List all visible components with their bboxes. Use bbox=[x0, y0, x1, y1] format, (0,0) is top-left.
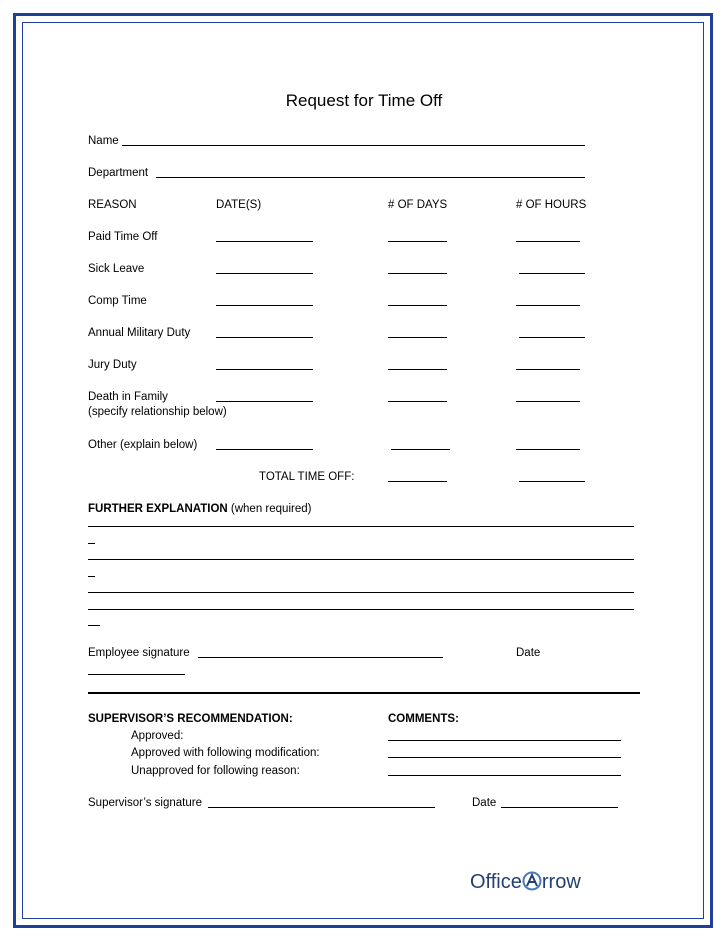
days-field[interactable] bbox=[391, 449, 450, 450]
supervisor-signature-label: Supervisor’s signature bbox=[88, 797, 202, 809]
logo-text-arrow: rrow bbox=[541, 871, 581, 893]
comments-heading: COMMENTS: bbox=[388, 713, 459, 725]
reason-sick-leave: Sick Leave bbox=[88, 263, 145, 275]
comments-line[interactable] bbox=[388, 740, 621, 741]
supervisor-signature-field[interactable] bbox=[208, 807, 435, 808]
employee-signature-label: Employee signature bbox=[88, 647, 190, 659]
further-explanation-heading bbox=[88, 502, 311, 516]
page-border-inner bbox=[22, 22, 704, 919]
days-field[interactable] bbox=[388, 241, 447, 242]
option-approved-modification: Approved with following modification: bbox=[131, 747, 320, 759]
header-dates: DATE(S) bbox=[216, 199, 262, 211]
supervisor-date-label: Date bbox=[472, 797, 497, 809]
header-days: # OF DAYS bbox=[388, 199, 448, 211]
section-divider bbox=[88, 692, 640, 694]
comments-line[interactable] bbox=[388, 775, 621, 776]
days-field[interactable] bbox=[388, 305, 447, 306]
days-field[interactable] bbox=[388, 273, 447, 274]
dates-field[interactable] bbox=[216, 401, 313, 402]
name-field[interactable] bbox=[122, 145, 585, 146]
dates-field[interactable] bbox=[216, 369, 313, 370]
employee-signature-field[interactable] bbox=[198, 657, 443, 658]
dates-field[interactable] bbox=[216, 337, 313, 338]
supervisor-date-field[interactable] bbox=[501, 807, 618, 808]
hours-field[interactable] bbox=[519, 273, 585, 274]
total-time-off-label: TOTAL TIME OFF: bbox=[259, 471, 355, 483]
hours-field[interactable] bbox=[519, 337, 585, 338]
dates-field[interactable] bbox=[216, 305, 313, 306]
comments-line[interactable] bbox=[388, 757, 621, 758]
header-hours: # OF HOURS bbox=[516, 199, 587, 211]
employee-date-label: Date bbox=[516, 647, 541, 659]
logo-text-office: Office bbox=[470, 871, 522, 893]
department-label: Department bbox=[88, 167, 149, 179]
hours-field[interactable] bbox=[516, 401, 580, 402]
explanation-line[interactable] bbox=[88, 609, 634, 610]
hours-field[interactable] bbox=[516, 369, 580, 370]
further-explanation-note: (when required) bbox=[230, 503, 312, 515]
hours-field[interactable] bbox=[516, 241, 580, 242]
days-field[interactable] bbox=[388, 369, 447, 370]
reason-paid-time-off: Paid Time Off bbox=[88, 231, 158, 243]
reason-note: (specify relationship below) bbox=[88, 406, 227, 418]
dates-field[interactable] bbox=[216, 273, 313, 274]
reason-death-in-family: Death in Family bbox=[88, 391, 168, 403]
dates-field[interactable] bbox=[216, 449, 313, 450]
reason-comp-time: Comp Time bbox=[88, 295, 147, 307]
reason-annual-military-duty: Annual Military Duty bbox=[88, 327, 191, 339]
explanation-line[interactable] bbox=[88, 559, 634, 560]
employee-date-field[interactable] bbox=[88, 674, 185, 675]
days-field[interactable] bbox=[388, 401, 447, 402]
supervisor-recommendation-heading: SUPERVISOR’S RECOMMENDATION: bbox=[88, 713, 293, 725]
dates-field[interactable] bbox=[216, 241, 313, 242]
explanation-line[interactable] bbox=[88, 526, 634, 527]
officearrow-logo bbox=[470, 871, 581, 894]
header-reason: REASON bbox=[88, 199, 137, 211]
hours-field[interactable] bbox=[516, 449, 580, 450]
logo-arrow-icon bbox=[522, 871, 542, 891]
explanation-line-wrap bbox=[88, 576, 95, 577]
form-title: Request for Time Off bbox=[285, 91, 443, 110]
explanation-line-wrap bbox=[88, 543, 95, 544]
reason-other: Other (explain below) bbox=[88, 439, 198, 451]
reason-jury-duty: Jury Duty bbox=[88, 359, 137, 371]
option-unapproved: Unapproved for following reason: bbox=[131, 765, 300, 777]
further-explanation-title: FURTHER EXPLANATION bbox=[88, 503, 228, 515]
days-field[interactable] bbox=[388, 337, 447, 338]
explanation-line-wrap bbox=[88, 625, 100, 626]
explanation-line[interactable] bbox=[88, 592, 634, 593]
total-hours-field[interactable] bbox=[519, 481, 585, 482]
option-approved: Approved: bbox=[131, 730, 184, 742]
name-label: Name bbox=[88, 135, 119, 147]
total-days-field[interactable] bbox=[388, 481, 447, 482]
department-field[interactable] bbox=[156, 177, 585, 178]
hours-field[interactable] bbox=[516, 305, 580, 306]
